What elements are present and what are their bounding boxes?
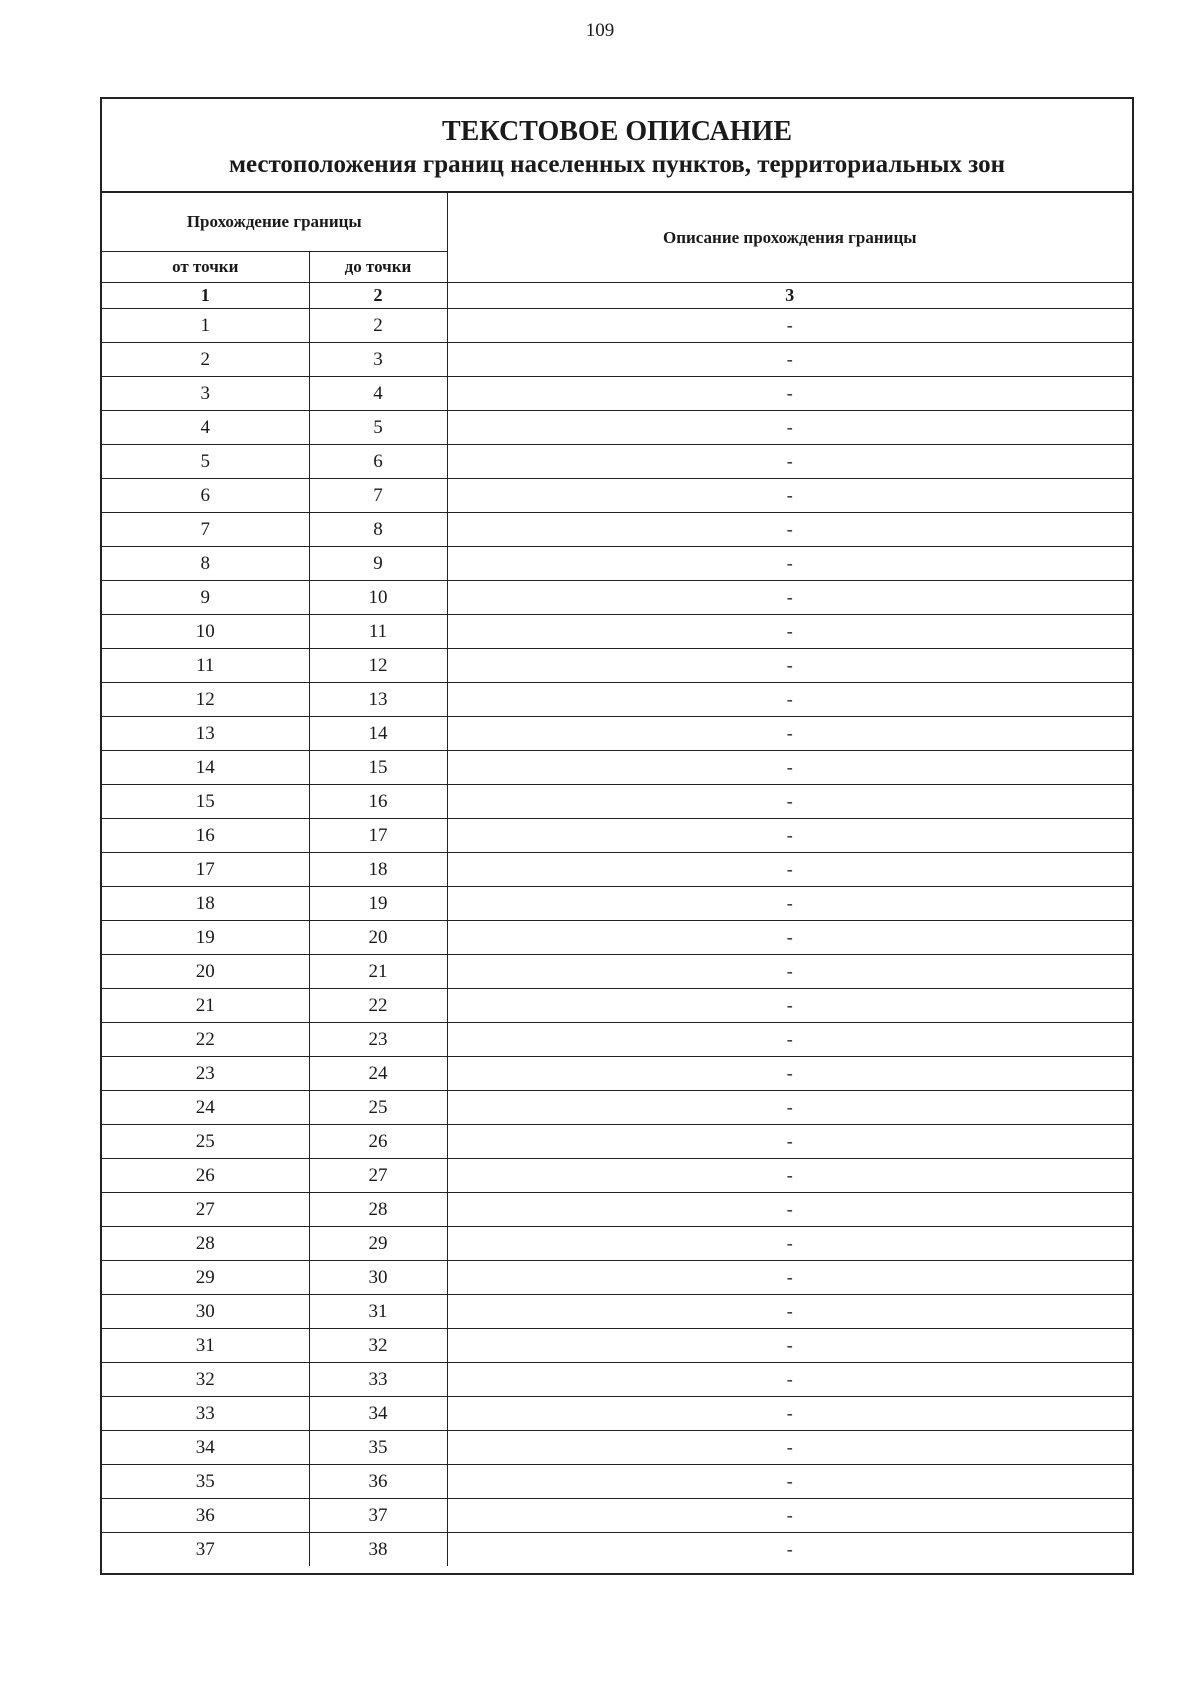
table-row [102, 513, 1132, 547]
description-cell: - [447, 649, 1132, 683]
description-cell: - [447, 887, 1132, 921]
table-row [102, 343, 1132, 377]
table-row [102, 683, 1132, 717]
from-point-cell: 14 [102, 751, 309, 785]
from-point-cell: 9 [102, 581, 309, 615]
description-cell: - [447, 1261, 1132, 1295]
to-point-cell: 32 [309, 1329, 447, 1363]
description-cell: - [447, 955, 1132, 989]
table-row [102, 989, 1132, 1023]
to-point-cell: 17 [309, 819, 447, 853]
table-row [102, 1465, 1132, 1499]
description-cell: - [447, 1023, 1132, 1057]
to-point-cell: 33 [309, 1363, 447, 1397]
table-row [102, 411, 1132, 445]
description-cell: - [447, 853, 1132, 887]
page-number: 109 [585, 20, 615, 41]
from-point-cell: 37 [102, 1533, 309, 1567]
table-row [102, 887, 1132, 921]
table-header [102, 193, 1132, 309]
table-row [102, 785, 1132, 819]
from-point-cell: 20 [102, 955, 309, 989]
from-point-cell: 30 [102, 1295, 309, 1329]
table-row [102, 921, 1132, 955]
description-cell: - [447, 615, 1132, 649]
table-row [102, 581, 1132, 615]
from-point-cell: 23 [102, 1057, 309, 1091]
from-point-cell: 17 [102, 853, 309, 887]
description-cell: - [447, 989, 1132, 1023]
from-point-cell: 31 [102, 1329, 309, 1363]
to-point-cell: 8 [309, 513, 447, 547]
to-point-cell: 29 [309, 1227, 447, 1261]
table-row [102, 1091, 1132, 1125]
from-point-cell: 26 [102, 1159, 309, 1193]
from-point-cell: 11 [102, 649, 309, 683]
description-cell: - [447, 683, 1132, 717]
header-boundary-passage: Прохождение границы [102, 193, 447, 252]
description-cell: - [447, 479, 1132, 513]
from-point-cell: 12 [102, 683, 309, 717]
to-point-cell: 27 [309, 1159, 447, 1193]
to-point-cell: 26 [309, 1125, 447, 1159]
from-point-cell: 33 [102, 1397, 309, 1431]
to-point-cell: 5 [309, 411, 447, 445]
description-cell: - [447, 1057, 1132, 1091]
to-point-cell: 31 [309, 1295, 447, 1329]
table-row [102, 1159, 1132, 1193]
from-point-cell: 1 [102, 309, 309, 343]
header-from-point: от точки [102, 252, 309, 283]
description-cell: - [447, 1431, 1132, 1465]
description-cell: - [447, 377, 1132, 411]
description-cell: - [447, 921, 1132, 955]
from-point-cell: 10 [102, 615, 309, 649]
to-point-cell: 13 [309, 683, 447, 717]
description-cell: - [447, 1397, 1132, 1431]
document-frame [100, 97, 1134, 1575]
from-point-cell: 29 [102, 1261, 309, 1295]
description-cell: - [447, 1159, 1132, 1193]
to-point-cell: 19 [309, 887, 447, 921]
description-cell: - [447, 1363, 1132, 1397]
to-point-cell: 25 [309, 1091, 447, 1125]
table-row [102, 1329, 1132, 1363]
from-point-cell: 5 [102, 445, 309, 479]
to-point-cell: 12 [309, 649, 447, 683]
table-row [102, 717, 1132, 751]
description-cell: - [447, 581, 1132, 615]
header-col-number: 2 [309, 283, 447, 309]
boundary-table [102, 193, 1132, 1566]
table-row [102, 1193, 1132, 1227]
from-point-cell: 3 [102, 377, 309, 411]
header-to-point: до точки [309, 252, 447, 283]
description-cell: - [447, 445, 1132, 479]
description-cell: - [447, 785, 1132, 819]
to-point-cell: 7 [309, 479, 447, 513]
document-title: ТЕКСТОВОЕ ОПИСАНИЕ [441, 116, 792, 147]
description-cell: - [447, 819, 1132, 853]
to-point-cell: 10 [309, 581, 447, 615]
from-point-cell: 18 [102, 887, 309, 921]
from-point-cell: 2 [102, 343, 309, 377]
table-row [102, 955, 1132, 989]
description-cell: - [447, 1533, 1132, 1567]
table-row [102, 309, 1132, 343]
table-row [102, 377, 1132, 411]
description-cell: - [447, 309, 1132, 343]
table-row [102, 1227, 1132, 1261]
to-point-cell: 24 [309, 1057, 447, 1091]
from-point-cell: 34 [102, 1431, 309, 1465]
to-point-cell: 28 [309, 1193, 447, 1227]
to-point-cell: 35 [309, 1431, 447, 1465]
table-row [102, 1431, 1132, 1465]
from-point-cell: 13 [102, 717, 309, 751]
to-point-cell: 22 [309, 989, 447, 1023]
table-row [102, 751, 1132, 785]
description-cell: - [447, 1091, 1132, 1125]
from-point-cell: 22 [102, 1023, 309, 1057]
description-cell: - [447, 1499, 1132, 1533]
to-point-cell: 37 [309, 1499, 447, 1533]
from-point-cell: 24 [102, 1091, 309, 1125]
description-cell: - [447, 1125, 1132, 1159]
from-point-cell: 27 [102, 1193, 309, 1227]
to-point-cell: 16 [309, 785, 447, 819]
table-row [102, 1295, 1132, 1329]
table-row [102, 853, 1132, 887]
to-point-cell: 3 [309, 343, 447, 377]
to-point-cell: 23 [309, 1023, 447, 1057]
table-row [102, 1125, 1132, 1159]
to-point-cell: 21 [309, 955, 447, 989]
from-point-cell: 28 [102, 1227, 309, 1261]
to-point-cell: 6 [309, 445, 447, 479]
header-col-number: 1 [102, 283, 309, 309]
document-subtitle: местоположения границ населенных пунктов, территориальных зон [228, 151, 1006, 178]
to-point-cell: 20 [309, 921, 447, 955]
table-row [102, 1363, 1132, 1397]
to-point-cell: 38 [309, 1533, 447, 1567]
table-row [102, 479, 1132, 513]
to-point-cell: 36 [309, 1465, 447, 1499]
table-row [102, 547, 1132, 581]
from-point-cell: 16 [102, 819, 309, 853]
header-description: Описание прохождения границы [447, 193, 1132, 283]
to-point-cell: 4 [309, 377, 447, 411]
table-row [102, 1057, 1132, 1091]
description-cell: - [447, 717, 1132, 751]
from-point-cell: 19 [102, 921, 309, 955]
table-row [102, 819, 1132, 853]
from-point-cell: 15 [102, 785, 309, 819]
table-row [102, 1397, 1132, 1431]
table-row [102, 445, 1132, 479]
description-cell: - [447, 343, 1132, 377]
description-cell: - [447, 513, 1132, 547]
description-cell: - [447, 1329, 1132, 1363]
from-point-cell: 6 [102, 479, 309, 513]
from-point-cell: 4 [102, 411, 309, 445]
from-point-cell: 25 [102, 1125, 309, 1159]
from-point-cell: 7 [102, 513, 309, 547]
description-cell: - [447, 1465, 1132, 1499]
to-point-cell: 11 [309, 615, 447, 649]
description-cell: - [447, 751, 1132, 785]
from-point-cell: 32 [102, 1363, 309, 1397]
description-cell: - [447, 1193, 1132, 1227]
description-cell: - [447, 1295, 1132, 1329]
title-block [102, 99, 1132, 193]
from-point-cell: 8 [102, 547, 309, 581]
table-row [102, 1533, 1132, 1567]
table-row [102, 1023, 1132, 1057]
table-body [102, 309, 1132, 1567]
to-point-cell: 30 [309, 1261, 447, 1295]
to-point-cell: 9 [309, 547, 447, 581]
description-cell: - [447, 411, 1132, 445]
to-point-cell: 2 [309, 309, 447, 343]
to-point-cell: 18 [309, 853, 447, 887]
header-col-number: 3 [447, 283, 1132, 309]
to-point-cell: 14 [309, 717, 447, 751]
description-cell: - [447, 1227, 1132, 1261]
table-row [102, 615, 1132, 649]
from-point-cell: 21 [102, 989, 309, 1023]
to-point-cell: 15 [309, 751, 447, 785]
from-point-cell: 35 [102, 1465, 309, 1499]
table-row [102, 1499, 1132, 1533]
table-row [102, 649, 1132, 683]
table-row [102, 1261, 1132, 1295]
from-point-cell: 36 [102, 1499, 309, 1533]
description-cell: - [447, 547, 1132, 581]
to-point-cell: 34 [309, 1397, 447, 1431]
